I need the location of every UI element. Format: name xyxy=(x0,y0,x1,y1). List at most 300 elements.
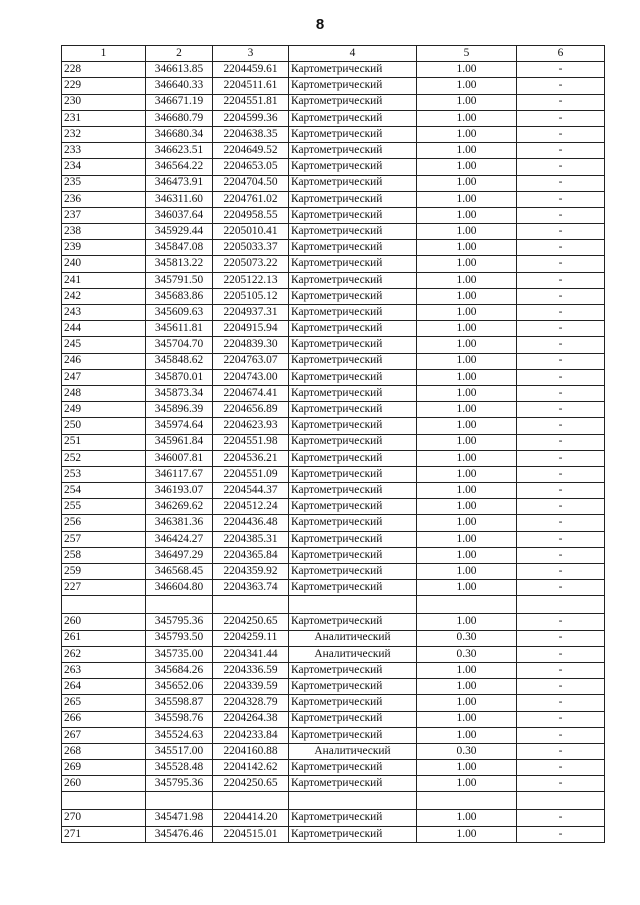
accuracy-cell: 1.00 xyxy=(417,450,517,466)
point-number-cell xyxy=(62,792,146,810)
table-row xyxy=(62,679,605,695)
table-row xyxy=(62,305,605,321)
point-number-cell: 251 xyxy=(62,434,146,450)
method-cell: Картометрический xyxy=(289,662,417,678)
note-cell: - xyxy=(517,434,605,450)
x-coordinate-cell: 345684.26 xyxy=(146,662,213,678)
y-coordinate-cell: 2204623.93 xyxy=(213,418,289,434)
accuracy-cell: 1.00 xyxy=(417,564,517,580)
point-number-cell: 240 xyxy=(62,256,146,272)
note-cell: - xyxy=(517,337,605,353)
method-cell: Картометрический xyxy=(289,776,417,792)
accuracy-cell: 1.00 xyxy=(417,78,517,94)
accuracy-cell: 1.00 xyxy=(417,515,517,531)
method-cell: Картометрический xyxy=(289,385,417,401)
note-cell: - xyxy=(517,547,605,563)
table-row xyxy=(62,337,605,353)
table-row xyxy=(62,727,605,743)
point-number-cell: 231 xyxy=(62,110,146,126)
note-cell: - xyxy=(517,630,605,646)
method-cell: Картометрический xyxy=(289,531,417,547)
method-cell: Картометрический xyxy=(289,175,417,191)
table-row xyxy=(62,614,605,630)
x-coordinate-cell: 345795.36 xyxy=(146,614,213,630)
table-row xyxy=(62,564,605,580)
method-cell: Картометрический xyxy=(289,760,417,776)
y-coordinate-cell: 2204512.24 xyxy=(213,499,289,515)
accuracy-cell: 1.00 xyxy=(417,337,517,353)
accuracy-cell: 1.00 xyxy=(417,826,517,842)
table-row xyxy=(62,547,605,563)
point-number-cell: 237 xyxy=(62,207,146,223)
y-coordinate-cell: 2205073.22 xyxy=(213,256,289,272)
accuracy-cell: 1.00 xyxy=(417,662,517,678)
column-header: 5 xyxy=(417,46,517,62)
accuracy-cell: 1.00 xyxy=(417,776,517,792)
x-coordinate-cell: 345476.46 xyxy=(146,826,213,842)
y-coordinate-cell: 2204328.79 xyxy=(213,695,289,711)
y-coordinate-cell: 2204160.88 xyxy=(213,743,289,759)
y-coordinate-cell: 2204515.01 xyxy=(213,826,289,842)
method-cell: Картометрический xyxy=(289,614,417,630)
accuracy-cell: 1.00 xyxy=(417,418,517,434)
table-row xyxy=(62,466,605,482)
point-number-cell: 265 xyxy=(62,695,146,711)
note-cell: - xyxy=(517,483,605,499)
point-number-cell: 263 xyxy=(62,662,146,678)
point-number-cell: 250 xyxy=(62,418,146,434)
x-coordinate-cell: 345735.00 xyxy=(146,646,213,662)
x-coordinate-cell: 345793.50 xyxy=(146,630,213,646)
method-cell: Картометрический xyxy=(289,191,417,207)
table-row xyxy=(62,288,605,304)
method-cell: Картометрический xyxy=(289,143,417,159)
point-number-cell: 261 xyxy=(62,630,146,646)
note-cell: - xyxy=(517,191,605,207)
method-cell xyxy=(289,596,417,614)
note-cell: - xyxy=(517,531,605,547)
x-coordinate-cell: 345704.70 xyxy=(146,337,213,353)
table-row xyxy=(62,646,605,662)
y-coordinate-cell: 2204341.44 xyxy=(213,646,289,662)
table-row xyxy=(62,321,605,337)
accuracy-cell: 1.00 xyxy=(417,224,517,240)
table-row xyxy=(62,159,605,175)
x-coordinate-cell: 346613.85 xyxy=(146,62,213,78)
method-cell: Аналитический xyxy=(289,743,417,759)
method-cell: Картометрический xyxy=(289,240,417,256)
accuracy-cell: 1.00 xyxy=(417,466,517,482)
x-coordinate-cell: 345870.01 xyxy=(146,369,213,385)
table-row xyxy=(62,207,605,223)
x-coordinate-cell xyxy=(146,596,213,614)
accuracy-cell: 1.00 xyxy=(417,531,517,547)
point-number-cell: 270 xyxy=(62,810,146,826)
point-number-cell: 230 xyxy=(62,94,146,110)
point-number-cell: 252 xyxy=(62,450,146,466)
y-coordinate-cell: 2204385.31 xyxy=(213,531,289,547)
coordinates-table xyxy=(61,45,605,843)
accuracy-cell: 1.00 xyxy=(417,679,517,695)
y-coordinate-cell: 2204653.05 xyxy=(213,159,289,175)
accuracy-cell: 1.00 xyxy=(417,727,517,743)
note-cell: - xyxy=(517,662,605,678)
method-cell: Картометрический xyxy=(289,418,417,434)
table-row xyxy=(62,94,605,110)
separator-row xyxy=(62,792,605,810)
method-cell: Картометрический xyxy=(289,810,417,826)
y-coordinate-cell: 2204638.35 xyxy=(213,126,289,142)
note-cell: - xyxy=(517,224,605,240)
note-cell: - xyxy=(517,62,605,78)
y-coordinate-cell: 2204551.98 xyxy=(213,434,289,450)
accuracy-cell: 1.00 xyxy=(417,385,517,401)
page-number: 8 xyxy=(315,16,325,33)
method-cell: Картометрический xyxy=(289,515,417,531)
x-coordinate-cell: 345609.63 xyxy=(146,305,213,321)
point-number-cell: 257 xyxy=(62,531,146,547)
note-cell: - xyxy=(517,369,605,385)
table-row xyxy=(62,630,605,646)
table-row xyxy=(62,175,605,191)
table-row xyxy=(62,272,605,288)
table-row xyxy=(62,143,605,159)
table-row xyxy=(62,580,605,596)
table-row xyxy=(62,353,605,369)
y-coordinate-cell: 2204459.61 xyxy=(213,62,289,78)
point-number-cell: 264 xyxy=(62,679,146,695)
x-coordinate-cell: 345847.08 xyxy=(146,240,213,256)
y-coordinate-cell: 2204359.92 xyxy=(213,564,289,580)
note-cell: - xyxy=(517,143,605,159)
y-coordinate-cell: 2204336.59 xyxy=(213,662,289,678)
table-row xyxy=(62,191,605,207)
method-cell: Картометрический xyxy=(289,483,417,499)
method-cell: Картометрический xyxy=(289,288,417,304)
y-coordinate-cell: 2204763.07 xyxy=(213,353,289,369)
column-header: 1 xyxy=(62,46,146,62)
method-cell: Картометрический xyxy=(289,547,417,563)
y-coordinate-cell: 2204551.09 xyxy=(213,466,289,482)
x-coordinate-cell: 345598.87 xyxy=(146,695,213,711)
method-cell: Картометрический xyxy=(289,62,417,78)
note-cell: - xyxy=(517,94,605,110)
y-coordinate-cell: 2204142.62 xyxy=(213,760,289,776)
method-cell: Аналитический xyxy=(289,646,417,662)
point-number-cell: 232 xyxy=(62,126,146,142)
column-header: 2 xyxy=(146,46,213,62)
y-coordinate-cell: 2204365.84 xyxy=(213,547,289,563)
point-number-cell: 238 xyxy=(62,224,146,240)
method-cell: Картометрический xyxy=(289,499,417,515)
y-coordinate-cell: 2204958.55 xyxy=(213,207,289,223)
x-coordinate-cell xyxy=(146,792,213,810)
method-cell: Картометрический xyxy=(289,580,417,596)
note-cell: - xyxy=(517,321,605,337)
x-coordinate-cell: 346381.36 xyxy=(146,515,213,531)
note-cell: - xyxy=(517,679,605,695)
note-cell: - xyxy=(517,450,605,466)
note-cell: - xyxy=(517,110,605,126)
x-coordinate-cell: 346497.29 xyxy=(146,547,213,563)
method-cell: Картометрический xyxy=(289,826,417,842)
accuracy-cell: 1.00 xyxy=(417,126,517,142)
x-coordinate-cell: 346671.19 xyxy=(146,94,213,110)
accuracy-cell: 1.00 xyxy=(417,143,517,159)
method-cell: Картометрический xyxy=(289,337,417,353)
separator-row xyxy=(62,596,605,614)
note-cell: - xyxy=(517,776,605,792)
accuracy-cell: 1.00 xyxy=(417,191,517,207)
accuracy-cell: 1.00 xyxy=(417,711,517,727)
accuracy-cell: 1.00 xyxy=(417,256,517,272)
method-cell: Картометрический xyxy=(289,695,417,711)
x-coordinate-cell: 346117.67 xyxy=(146,466,213,482)
x-coordinate-cell: 346564.22 xyxy=(146,159,213,175)
method-cell: Картометрический xyxy=(289,450,417,466)
y-coordinate-cell: 2204761.02 xyxy=(213,191,289,207)
accuracy-cell xyxy=(417,596,517,614)
table-row xyxy=(62,110,605,126)
point-number-cell: 233 xyxy=(62,143,146,159)
accuracy-cell: 1.00 xyxy=(417,110,517,126)
point-number-cell: 229 xyxy=(62,78,146,94)
accuracy-cell xyxy=(417,792,517,810)
point-number-cell: 268 xyxy=(62,743,146,759)
x-coordinate-cell: 345896.39 xyxy=(146,402,213,418)
y-coordinate-cell: 2204656.89 xyxy=(213,402,289,418)
point-number-cell: 267 xyxy=(62,727,146,743)
table-row xyxy=(62,499,605,515)
note-cell: - xyxy=(517,580,605,596)
table-row xyxy=(62,760,605,776)
accuracy-cell: 1.00 xyxy=(417,580,517,596)
method-cell: Картометрический xyxy=(289,402,417,418)
y-coordinate-cell: 2204674.41 xyxy=(213,385,289,401)
method-cell: Картометрический xyxy=(289,256,417,272)
accuracy-cell: 1.00 xyxy=(417,614,517,630)
table-row xyxy=(62,826,605,842)
y-coordinate-cell: 2204414.20 xyxy=(213,810,289,826)
x-coordinate-cell: 346604.80 xyxy=(146,580,213,596)
note-cell: - xyxy=(517,159,605,175)
x-coordinate-cell: 346193.07 xyxy=(146,483,213,499)
method-cell xyxy=(289,792,417,810)
note-cell: - xyxy=(517,466,605,482)
point-number-cell: 228 xyxy=(62,62,146,78)
column-header: 4 xyxy=(289,46,417,62)
table-row xyxy=(62,385,605,401)
method-cell: Картометрический xyxy=(289,126,417,142)
point-number-cell: 260 xyxy=(62,614,146,630)
x-coordinate-cell: 346640.33 xyxy=(146,78,213,94)
y-coordinate-cell: 2204649.52 xyxy=(213,143,289,159)
y-coordinate-cell: 2204536.21 xyxy=(213,450,289,466)
y-coordinate-cell: 2204599.36 xyxy=(213,110,289,126)
x-coordinate-cell: 346007.81 xyxy=(146,450,213,466)
x-coordinate-cell: 345652.06 xyxy=(146,679,213,695)
method-cell: Картометрический xyxy=(289,466,417,482)
y-coordinate-cell xyxy=(213,596,289,614)
accuracy-cell: 1.00 xyxy=(417,499,517,515)
accuracy-cell: 0.30 xyxy=(417,630,517,646)
y-coordinate-cell: 2204233.84 xyxy=(213,727,289,743)
table-row xyxy=(62,695,605,711)
point-number-cell: 254 xyxy=(62,483,146,499)
note-cell: - xyxy=(517,256,605,272)
accuracy-cell: 1.00 xyxy=(417,240,517,256)
note-cell: - xyxy=(517,288,605,304)
method-cell: Картометрический xyxy=(289,272,417,288)
accuracy-cell: 1.00 xyxy=(417,353,517,369)
method-cell: Картометрический xyxy=(289,110,417,126)
x-coordinate-cell: 345848.62 xyxy=(146,353,213,369)
accuracy-cell: 1.00 xyxy=(417,369,517,385)
accuracy-cell: 1.00 xyxy=(417,159,517,175)
note-cell: - xyxy=(517,175,605,191)
point-number-cell: 236 xyxy=(62,191,146,207)
accuracy-cell: 1.00 xyxy=(417,695,517,711)
y-coordinate-cell: 2204250.65 xyxy=(213,776,289,792)
note-cell: - xyxy=(517,760,605,776)
point-number-cell: 248 xyxy=(62,385,146,401)
x-coordinate-cell: 345611.81 xyxy=(146,321,213,337)
x-coordinate-cell: 345471.98 xyxy=(146,810,213,826)
note-cell: - xyxy=(517,564,605,580)
note-cell: - xyxy=(517,402,605,418)
point-number-cell: 269 xyxy=(62,760,146,776)
column-header: 3 xyxy=(213,46,289,62)
method-cell: Картометрический xyxy=(289,207,417,223)
method-cell: Картометрический xyxy=(289,224,417,240)
note-cell: - xyxy=(517,727,605,743)
method-cell: Аналитический xyxy=(289,630,417,646)
y-coordinate-cell: 2204259.11 xyxy=(213,630,289,646)
table-row xyxy=(62,256,605,272)
x-coordinate-cell: 345795.36 xyxy=(146,776,213,792)
x-coordinate-cell: 345528.48 xyxy=(146,760,213,776)
table-row xyxy=(62,776,605,792)
y-coordinate-cell: 2205033.37 xyxy=(213,240,289,256)
note-cell: - xyxy=(517,353,605,369)
note-cell: - xyxy=(517,614,605,630)
note-cell: - xyxy=(517,305,605,321)
method-cell: Картометрический xyxy=(289,321,417,337)
y-coordinate-cell: 2204915.94 xyxy=(213,321,289,337)
x-coordinate-cell: 345598.76 xyxy=(146,711,213,727)
note-cell: - xyxy=(517,78,605,94)
point-number-cell: 256 xyxy=(62,515,146,531)
point-number-cell: 247 xyxy=(62,369,146,385)
note-cell: - xyxy=(517,272,605,288)
x-coordinate-cell: 345873.34 xyxy=(146,385,213,401)
note-cell: - xyxy=(517,240,605,256)
y-coordinate-cell: 2204937.31 xyxy=(213,305,289,321)
note-cell: - xyxy=(517,515,605,531)
note-cell: - xyxy=(517,385,605,401)
method-cell: Картометрический xyxy=(289,94,417,110)
note-cell: - xyxy=(517,711,605,727)
note-cell xyxy=(517,596,605,614)
accuracy-cell: 1.00 xyxy=(417,547,517,563)
point-number-cell: 259 xyxy=(62,564,146,580)
point-number-cell: 241 xyxy=(62,272,146,288)
method-cell: Картометрический xyxy=(289,159,417,175)
accuracy-cell: 1.00 xyxy=(417,760,517,776)
column-header: 6 xyxy=(517,46,605,62)
y-coordinate-cell: 2204250.65 xyxy=(213,614,289,630)
method-cell: Картометрический xyxy=(289,434,417,450)
method-cell: Картометрический xyxy=(289,711,417,727)
table-row xyxy=(62,450,605,466)
point-number-cell: 258 xyxy=(62,547,146,563)
y-coordinate-cell: 2205105.12 xyxy=(213,288,289,304)
accuracy-cell: 1.00 xyxy=(417,175,517,191)
y-coordinate-cell: 2204743.00 xyxy=(213,369,289,385)
point-number-cell: 239 xyxy=(62,240,146,256)
table-row xyxy=(62,402,605,418)
point-number-cell: 253 xyxy=(62,466,146,482)
accuracy-cell: 1.00 xyxy=(417,483,517,499)
y-coordinate-cell: 2204839.30 xyxy=(213,337,289,353)
method-cell: Картометрический xyxy=(289,564,417,580)
method-cell: Картометрический xyxy=(289,369,417,385)
x-coordinate-cell: 345929.44 xyxy=(146,224,213,240)
y-coordinate-cell xyxy=(213,792,289,810)
x-coordinate-cell: 346623.51 xyxy=(146,143,213,159)
accuracy-cell: 1.00 xyxy=(417,321,517,337)
note-cell: - xyxy=(517,695,605,711)
point-number-cell: 243 xyxy=(62,305,146,321)
note-cell: - xyxy=(517,499,605,515)
point-number-cell xyxy=(62,596,146,614)
x-coordinate-cell: 345791.50 xyxy=(146,272,213,288)
note-cell: - xyxy=(517,810,605,826)
point-number-cell: 242 xyxy=(62,288,146,304)
accuracy-cell: 1.00 xyxy=(417,62,517,78)
table-row xyxy=(62,369,605,385)
header-row xyxy=(62,46,605,62)
point-number-cell: 235 xyxy=(62,175,146,191)
table-row xyxy=(62,78,605,94)
method-cell: Картометрический xyxy=(289,353,417,369)
x-coordinate-cell: 345961.84 xyxy=(146,434,213,450)
y-coordinate-cell: 2204544.37 xyxy=(213,483,289,499)
note-cell: - xyxy=(517,743,605,759)
table-row xyxy=(62,531,605,547)
table-row xyxy=(62,810,605,826)
x-coordinate-cell: 345524.63 xyxy=(146,727,213,743)
accuracy-cell: 1.00 xyxy=(417,94,517,110)
y-coordinate-cell: 2205122.13 xyxy=(213,272,289,288)
method-cell: Картометрический xyxy=(289,305,417,321)
point-number-cell: 246 xyxy=(62,353,146,369)
point-number-cell: 260 xyxy=(62,776,146,792)
point-number-cell: 234 xyxy=(62,159,146,175)
point-number-cell: 266 xyxy=(62,711,146,727)
accuracy-cell: 1.00 xyxy=(417,272,517,288)
point-number-cell: 255 xyxy=(62,499,146,515)
y-coordinate-cell: 2204339.59 xyxy=(213,679,289,695)
table-row xyxy=(62,434,605,450)
table-row xyxy=(62,62,605,78)
x-coordinate-cell: 345813.22 xyxy=(146,256,213,272)
point-number-cell: 249 xyxy=(62,402,146,418)
table-row xyxy=(62,418,605,434)
note-cell: - xyxy=(517,126,605,142)
note-cell: - xyxy=(517,646,605,662)
x-coordinate-cell: 346037.64 xyxy=(146,207,213,223)
